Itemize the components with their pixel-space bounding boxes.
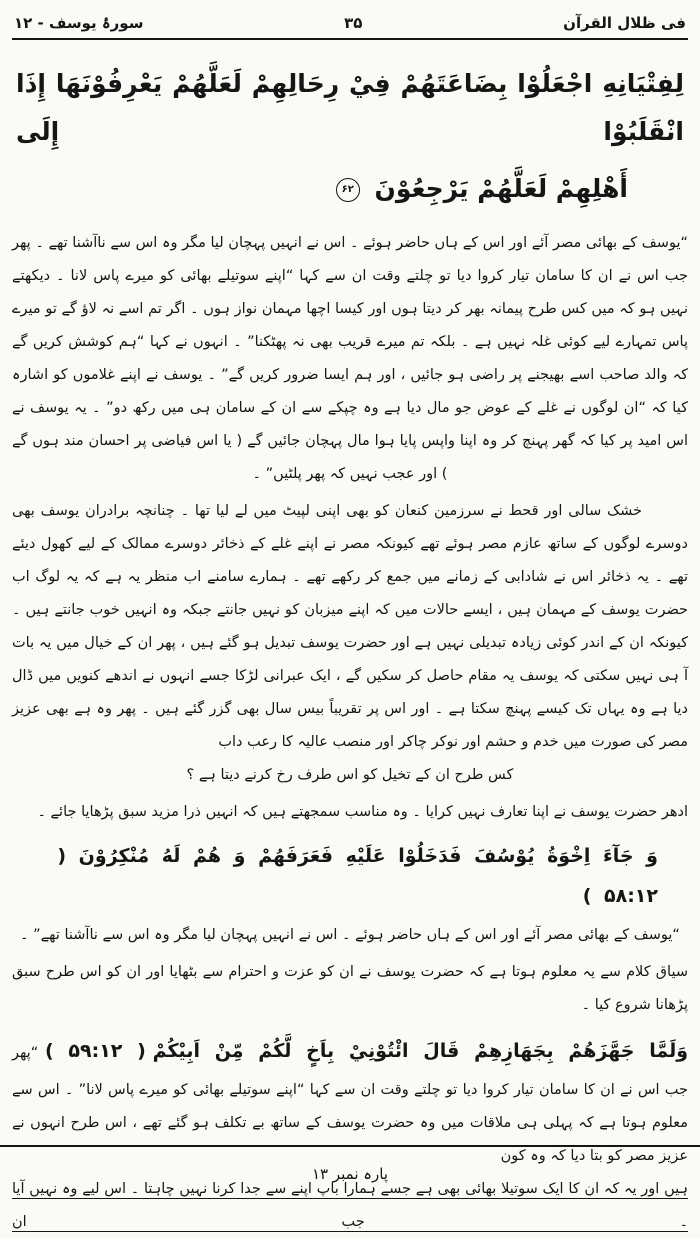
arabic-quote-58-12 [12,837,688,917]
arabic-quote-58-12-citation: ( ۵۸:۱۲ ) [57,845,658,908]
book-title: فی ظلال القرآن [563,14,686,32]
quote-58-12-translation: “یوسف کے بھائی مصر آئے اور اس کے ہاں حاضر ہوئے ۔ اس نے انہیں پہچان لیا مگر وہ اس سے ناآشنا تھے” ۔ [20,927,680,944]
commentary-paragraph-1-question: کس طرح ان کے تخیل کو اس طرف رخ کرنے دیتا ہے ؟ [186,767,514,784]
commentary-paragraph-1: خشک سالی اور قحط نے سرزمین کنعان کو بھی اپنی لپیٹ میں لے لیا تھا ۔ چنانچہ برادران یوسف بھی دوسرے لوگوں کے ساتھ عازم مصر ہوئے تھے کیونکہ مصر نے اپنے غلے کے ذخائر دوسرے ممالک کے لیے کھول دیئے تھے ۔ یہ ذخائر اس نے شادابی کے زمانے میں جمع کر رکھے تھے ۔ ہمارے سامنے اب منظر یہ ہے کہ یہ لوگ اب حضرت یوسف کے مہمان ہیں ، ایسے حالات میں کہ اپنے میزبان کو نہیں جانتے جبکہ وہ انہیں خوب جانتے ہیں ۔ کیونکہ ان کے اندر کوئی زیادہ تبدیلی نہیں ہے اور حضرت یوسف تبدیل ہو گئے ہیں ، پھر ان کے خیال میں یہ بات آ ہی نہیں سکتی کہ یوسف یہ مقام حاصل کر سکیں گے ، ایک عبرانی لڑکا جسے انہوں نے اندھے کنویں میں ڈال دیا ہے وہ یہاں تک کیسے پہنچ سکتا ہے ۔ اور اس پر تقریباً بیس سال بھی گزر گئے ہیں ۔ پھر وہ ہے بھی عزیز مصر کی صورت میں خدم و حشم اور نوکر چاکر اور منصب عالیہ کا رعب داب [12,502,688,751]
page-footer [0,1165,700,1183]
quran-verse-display [16,60,684,213]
page-number: ۳۵ [344,14,363,32]
arabic-quote-58-12-text: وَ جَآءَ اِخْوَةُ يُوْسُفَ فَدَخَلُوْا عَلَيْهِ فَعَرَفَهُمْ وَ هُمْ لَهُ مُنْكِرُوْنَ [78,845,658,868]
quote-59-12-commentary-text: “پھر جب اس نے ان کا سامان تیار کروا دیا تو چلتے وقت ان سے کہا “اپنے سوتیلے بھائی کو میرے پاس لانا” ۔ اس سے معلوم ہوتا ہے کہ پہلی ہی ملاقات میں وہ حضرت یوسف کے ساتھ بے تکلف ہو گئے تھے ، اس طرح انہوں نے عزیز مصر کو بتا دیا کہ وہ کون [12,1045,688,1164]
arabic-quote-59-12-citation: ( ۵۹:۱۲ ) [44,1040,146,1063]
surah-title: سورۂ یوسف - ۱۲ [14,14,144,32]
quote-59-12-with-commentary [12,1030,688,1172]
commentary-paragraph-3: سیاق کلام سے یہ معلوم ہوتا ہے کہ حضرت یوسف نے ان کو عزت و احترام سے بٹھایا اور ان کو اس طرح سبق پڑھانا شروع کیا ۔ [12,964,688,1014]
verse-end-medallion-icon: ۶۲ [336,178,360,202]
para-number-label: پارہ نمبر ۱۳ [311,1165,389,1183]
final-underlined-line: ہیں اور یہ کہ ان کا ایک سوتیلا بھائی بھی ہے جسے ہمارا باپ اپنے سے جدا کرنا نہیں چاہتا ۔ اس لیے وہ نہیں آیا ۔ جب ان [12,1180,688,1230]
quran-verse-line-2 [16,165,684,213]
footer-rule [0,1145,700,1147]
page-header [12,8,688,37]
quran-verse-line-2-text: أَهْلِهِمْ لَعَلَّهُمْ يَرْجِعُوْنَ [374,174,628,203]
translation-paragraph: “یوسف کے بھائی مصر آئے اور اس کے ہاں حاضر ہوئے ۔ اس نے انہیں پہچان لیا مگر وہ اس سے ناآشنا تھے ۔ پھر جب اس نے ان کا سامان تیار کروا دیا تو چلتے وقت ان سے کہا “اپنے سوتیلے بھائی کو میرے پاس لانا ۔ دیکھتے نہیں ہو کہ میں کس طرح پیمانہ بھر کر دیتا ہوں اور کیسا اچھا مہمان نواز ہوں ۔ اگر تم اسے نہ لاؤ گے تو میرے پاس تمہارے لیے کوئی غلہ نہیں ہے ۔ بلکہ تم میرے قریب بھی نہ پھٹکنا” ۔ انہوں نے کہا “ہم کوشش کریں گے کہ والد صاحب اسے بھیجنے پر راضی ہو جائیں ، اور ہم ایسا ضرور کریں گے” ۔ یوسف نے اپنے غلاموں کو اشارہ کیا کہ “ان لوگوں نے غلے کے عوض جو مال دیا ہے وہ چپکے سے ان کے سامان ہی میں رکھ دو” ۔ یہ یوسف نے اس امید پر کیا کہ گھر پہنچ کر وہ اپنا واپس پایا ہوا مال پہچان جائیں گے ( یا اس فیاضی پر احسان مند ہوں گے ) اور عجب نہیں کہ پھر پلٹیں” ۔ [12,234,688,482]
arabic-quote-59-12-text: وَلَمَّا جَهَّزَهُمْ بِجَهَازِهِمْ قَالَ ائْتُوْنِيْ بِاَخٍ لَّكُمْ مِّنْ اَبِيْكُمْ [152,1040,689,1063]
header-rule [12,38,688,40]
commentary-paragraph-2: ادھر حضرت یوسف نے اپنا تعارف نہیں کرایا ۔ وہ مناسب سمجھتے ہیں کہ انہیں ذرا مزید سبق پڑھایا جائے ۔ [37,804,688,821]
quran-verse-line-1: لِفِتْيَانِهِ اجْعَلُوْا بِضَاعَتَهُمْ فِيْ رِحَالِهِمْ لَعَلَّهُمْ يَعْرِفُوْنَهَا إِذَا انْقَلَبُوْا إِلَى [16,69,684,146]
